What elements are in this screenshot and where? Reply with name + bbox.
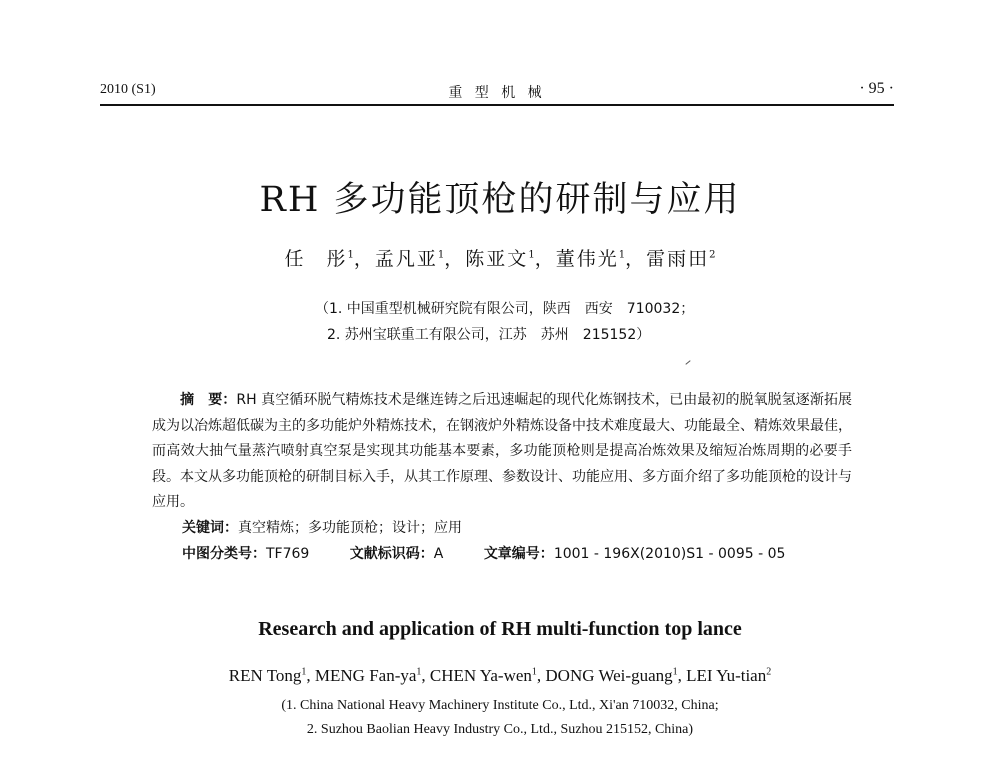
author [545,666,677,685]
author [284,248,353,270]
author-list-zh [0,244,1000,271]
author-separator: , [677,666,687,685]
author-separator: ， [534,248,556,270]
page-number: · 95 · [859,80,894,97]
abstract-label: 摘 要： [180,392,237,408]
author-separator: , [536,666,546,685]
affiliation-line: 2. Suzhou Baolian Heavy Industry Co., Ltd., Suzhou 215152, China) [306,722,694,737]
paper-title-zh: RH 多功能顶枪的研制与应用 [259,180,741,220]
journal-name: 重 型 机 械 [448,85,546,101]
author [686,666,771,685]
affiliations-zh [315,296,815,348]
author [556,248,625,270]
author-name: 雷雨田 [646,248,710,270]
classification-row [182,543,862,563]
affiliation-line: （1. 中国重型机械研究院有限公司，陕西 西安 710032； [315,301,695,317]
affiliation-line: (1. China National Heavy Machinery Institute Co., Ltd., Xi'an 710032, China; [281,698,719,713]
stray-mark [685,360,690,365]
article-number: 文章编号：1001 - 196X(2010)S1 - 0095 - 05 [483,546,786,562]
author [375,248,444,270]
clc-number: 中图分类号：TF769 [182,546,310,562]
author-affiliation-mark: 1 [347,249,354,261]
affiliation-line: 2. 苏州宝联重工有限公司，江苏 苏州 215152） [327,327,651,343]
paper-title-en: Research and application of RH multi-function top lance [258,618,742,640]
author-name: DONG Wei-guang [545,666,673,685]
author-name: 任 彤 [284,248,348,270]
author [465,248,534,270]
author-name: CHEN Ya-wen [429,666,532,685]
author-affiliation-mark: 2 [709,249,716,261]
keywords-zh [182,517,862,537]
author [315,666,422,685]
author-list-en [0,666,1000,686]
affiliations-en [0,694,1000,742]
running-header [100,80,894,106]
author-affiliation-mark: 1 [672,666,678,678]
author-affiliation-mark: 1 [531,666,537,678]
author-affiliation-mark: 1 [528,249,535,261]
author-separator: , [306,666,315,685]
author-name: 陈亚文 [465,248,529,270]
keywords-text: 真空精炼；多功能顶枪；设计；应用 [238,520,462,536]
author-name: REN Tong [228,666,302,685]
abstract-zh [152,388,852,516]
author-name: LEI Yu-tian [686,666,767,685]
author-affiliation-mark: 1 [618,249,626,261]
journal-issue: 2010 (S1) [100,82,156,97]
author-separator: ， [444,248,466,270]
author-separator: , [421,666,430,685]
author-name: MENG Fan-ya [314,666,417,685]
author-affiliation-mark: 1 [437,249,445,261]
author-name: 董伟光 [555,248,619,270]
author-affiliation-mark: 1 [301,666,307,678]
author-affiliation-mark: 2 [766,666,772,678]
author-separator: ， [625,248,647,270]
abstract-text: RH 真空循环脱气精炼技术是继连铸之后迅速崛起的现代化炼钢技术，已由最初的脱氧脱氢逐渐拓展成为以冶炼超低碳为主的多功能炉外精炼技术，在钢液炉外精炼设备中技术难度最大、功能最全、精炼效果最佳，而高效大抽气量蒸汽喷射真空泵是实现其功能基本要素，多功能顶枪则是提高冶炼效果及缩短冶炼周期的必要手段。本文从多功能顶枪的研制目标入手，从其工作原理、参数设计、功能应用、多方面介绍了多功能顶枪的设计与应用。 [152,392,853,510]
author-separator: ， [353,248,375,270]
author [229,666,307,685]
author [646,248,715,270]
keywords-label: 关键词： [182,520,238,536]
author-affiliation-mark: 1 [416,666,422,678]
document-code: 文献标识码：A [349,546,444,562]
author [430,666,537,685]
author-name: 孟凡亚 [374,248,438,270]
